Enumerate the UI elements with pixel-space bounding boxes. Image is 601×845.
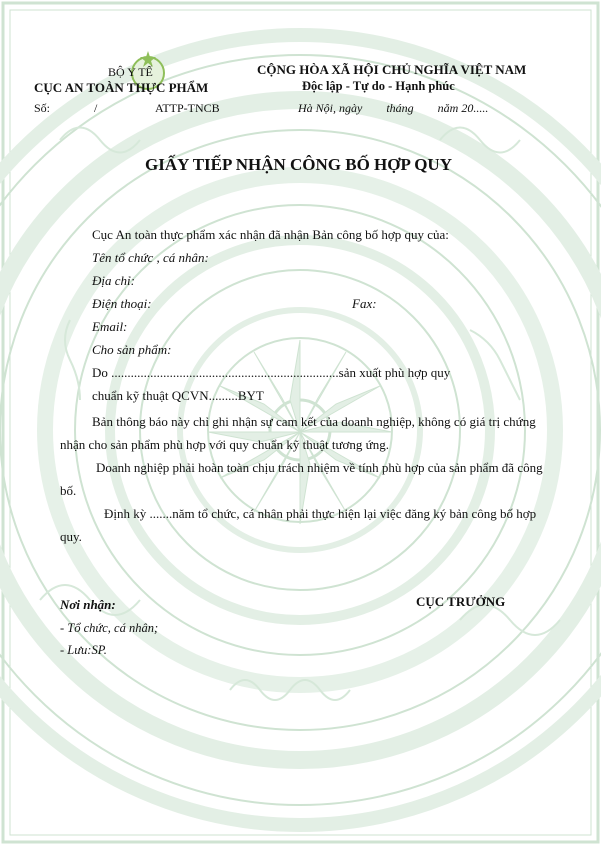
fax-label: Fax: (352, 296, 377, 311)
intro-text: Cục An toàn thực phẩm xác nhận đã nhận Bản công bố hợp quy của: (92, 227, 449, 242)
place-and-date: Hà Nội, ngày tháng năm 20..... (298, 101, 489, 115)
document-number-label: Số: (34, 101, 51, 115)
standard-line: chuẩn kỹ thuật QCVN.........BYT (92, 388, 264, 403)
document-title: GIẤY TIẾP NHẬN CÔNG BỐ HỢP QUY (145, 155, 452, 174)
responsibility-paragraph: Doanh nghiệp phải hoàn toàn chịu trách nhiệm về tính phù hợp của sản phẩm đã công bố. (60, 460, 543, 498)
recipient-item: - Tổ chức, cá nhân; (60, 621, 159, 635)
signer-title: CỤC TRƯỞNG (416, 594, 506, 609)
phone-label: Điện thoại: (92, 296, 152, 311)
produced-by-line: Do ......................................................................sản xuất phù hợp quy (92, 365, 451, 380)
ministry-name: BỘ Y TẾ (108, 65, 153, 79)
agency-name: CỤC AN TOÀN THỰC PHẨM (34, 80, 209, 95)
national-motto: Độc lập - Tự do - Hạnh phúc (302, 79, 455, 93)
document-number-suffix: ATTP-TNCB (155, 101, 220, 115)
organization-label: Tên tổ chức , cá nhân: (92, 250, 209, 265)
product-label: Cho sản phẩm: (92, 342, 172, 357)
document-number-separator: / (94, 101, 98, 115)
country-name: CỘNG HÒA XÃ HỘI CHỦ NGHĨA VIỆT NAM (257, 62, 527, 77)
address-label: Địa chỉ: (92, 273, 135, 288)
disclaimer-paragraph: Bản thông báo này chỉ ghi nhận sự cam kết của doanh nghiệp, không có giá trị chứng nhận cho sản phẩm phù hợp với quy chuẩn kỹ thuật tương ứng. (60, 414, 536, 452)
recipients-label: Nơi nhận: (60, 597, 116, 612)
renewal-paragraph: Định kỳ .......năm tổ chức, cá nhân phải thực hiện lại việc đăng ký bản công bố hợp quy. (60, 506, 537, 544)
email-label: Email: (92, 319, 128, 334)
recipient-item: - Lưu:SP. (60, 643, 107, 657)
